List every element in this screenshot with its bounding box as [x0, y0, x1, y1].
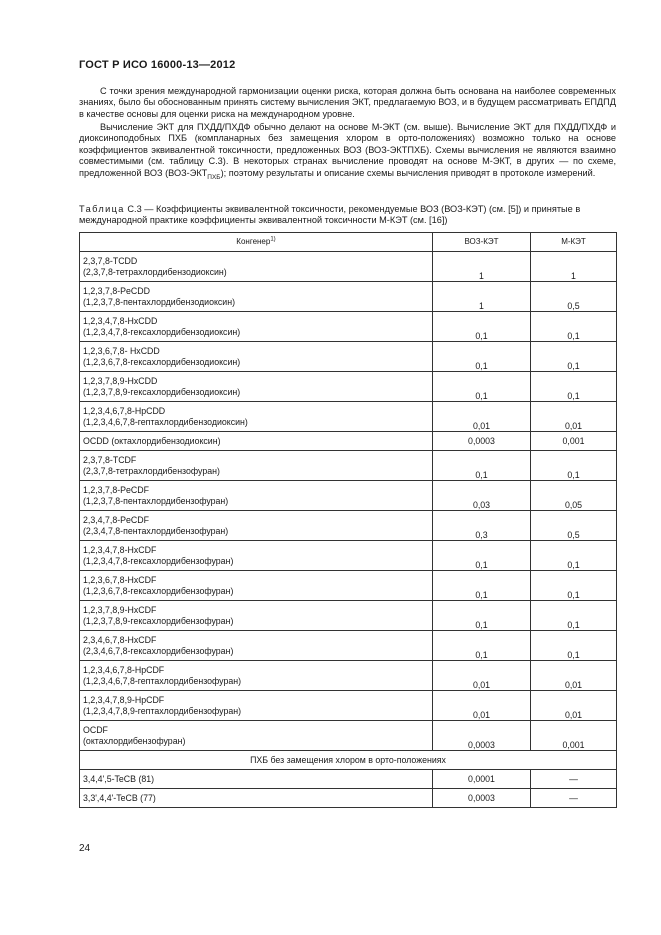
congener-code: 2,3,4,6,7,8-HxCDF: [83, 635, 157, 646]
congener-full-name: (2,3,7,8-тетрахлордибензофуран): [83, 465, 220, 476]
who-tef-value: 0,1: [433, 601, 531, 631]
congener-code: OCDF: [83, 725, 108, 736]
m-tef-value: 0,1: [531, 571, 617, 601]
m-tef-value: 0,1: [531, 631, 617, 661]
m-tef-value: 0,1: [531, 342, 617, 372]
table-row: [80, 770, 617, 789]
congener-cell: [80, 372, 433, 402]
paragraph-1: [79, 86, 616, 120]
congener-code: 1,2,3,4,7,8,9-HpCDF: [83, 695, 165, 706]
congener-cell: [80, 312, 433, 342]
congener-cell: [80, 541, 433, 571]
who-tef-value: 1: [433, 252, 531, 282]
who-tef-value: 0,0003: [433, 432, 531, 451]
m-tef-value: 0,05: [531, 481, 617, 511]
table-row: [80, 721, 617, 751]
table-row: [80, 691, 617, 721]
m-tef-value: —: [531, 789, 617, 808]
header-who-tef: ВОЗ-КЭТ: [433, 233, 531, 252]
congener-full-name: (1,2,3,4,7,8-гексахлордибензодиоксин): [83, 326, 241, 337]
congener-full-name: (1,2,3,7,8,9-гексахлордибензодиоксин): [83, 386, 241, 397]
congener-full-name: (2,3,7,8-тетрахлордибензодиоксин): [83, 266, 227, 277]
m-tef-value: 0,1: [531, 312, 617, 342]
congener-full-name: (1,2,3,7,8-пентахлордибензофуран): [83, 495, 229, 506]
m-tef-value: 0,5: [531, 282, 617, 312]
header-congener: [80, 233, 433, 252]
congener-cell: [80, 601, 433, 631]
table-row: [80, 432, 617, 451]
congener-full-name: (2,3,4,7,8-пентахлордибензофуран): [83, 525, 229, 536]
who-tef-value: 0,1: [433, 372, 531, 402]
paragraph-1-text: С точки зрения международной гармонизации оценки риска, которая должна быть основана на наиболее современных знаниях, было бы обоснованным принять систему вычисления ЭКТ, предлагаемую ВОЗ, и в будущем рассматривать ЕПДПД в качестве основы для оценки риска на международном уровне.: [79, 86, 616, 119]
congener-code: 1,2,3,6,7,8- HxCDD: [83, 346, 160, 357]
toxicity-table: [79, 232, 617, 808]
m-tef-value: 0,5: [531, 511, 617, 541]
paragraph-2-subscript: ПХБ: [207, 173, 221, 181]
congener-cell: [80, 252, 433, 282]
congener-full-name: (1,2,3,4,7,8-гексахлордибензофуран): [83, 555, 234, 566]
who-tef-value: 1: [433, 282, 531, 312]
table-row: [80, 631, 617, 661]
who-tef-value: 0,01: [433, 402, 531, 432]
table-row: [80, 282, 617, 312]
congener-code: 1,2,3,4,6,7,8-HpCDF: [83, 665, 165, 676]
section-row: [80, 751, 617, 770]
m-tef-value: 0,01: [531, 661, 617, 691]
table-row: [80, 541, 617, 571]
m-tef-value: 0,1: [531, 601, 617, 631]
m-tef-value: 0,01: [531, 402, 617, 432]
m-tef-value: 0,1: [531, 372, 617, 402]
congener-cell: [80, 451, 433, 481]
header-congener-label: Конгенер: [236, 236, 271, 246]
congener-cell: [80, 481, 433, 511]
who-tef-value: 0,1: [433, 631, 531, 661]
who-tef-value: 0,03: [433, 481, 531, 511]
table-header-row: [80, 233, 617, 252]
congener-cell: [80, 342, 433, 372]
table-row: [80, 571, 617, 601]
congener-cell: [80, 631, 433, 661]
who-tef-value: 0,1: [433, 541, 531, 571]
congener-code: 1,2,3,4,7,8-HxCDD: [83, 316, 158, 327]
congener-cell: [80, 661, 433, 691]
table-row: [80, 789, 617, 808]
congener-code: 2,3,7,8-TCDF: [83, 455, 137, 466]
congener-full-name: (2,3,4,6,7,8-гексахлордибензофуран): [83, 645, 234, 656]
congener-full-name: (октахлордибензофуран): [83, 735, 186, 746]
m-tef-value: 0,01: [531, 691, 617, 721]
table-row: [80, 372, 617, 402]
congener-cell: [80, 432, 433, 451]
who-tef-value: 0,3: [433, 511, 531, 541]
congener-full-name: (1,2,3,4,6,7,8-гептахлордибензофуран): [83, 675, 242, 686]
table-row: [80, 601, 617, 631]
m-tef-value: 0,1: [531, 541, 617, 571]
header-congener-footnote: 1): [270, 236, 276, 243]
section-heading: ПХБ без замещения хлором в орто-положениях: [80, 751, 617, 770]
paragraph-2-main: Вычисление ЭКТ для ПХДД/ПХДФ обычно делают на основе М-ЭКТ (см. выше). Вычисление ЭКТ для ПХДД/ПХДФ и диоксиноподобных ПХБ (компланарных без замещения хлором в орто-положениях) возможно только на основе коэффициентов эквивалентной токсичности, предложенных ВОЗ (ВОЗ-ЭКТПХБ). Схемы вычисления не являются взаимно совместимыми (см. таблицу С.3). В некоторых странах вычисление проводят на основе М-ЭКТ, в других — по схеме, предложенной ВОЗ (ВОЗ-ЭКТ: [79, 122, 616, 178]
congener-full-name: (1,2,3,4,7,8,9-гептахлордибензофуран): [83, 705, 242, 716]
table-row: [80, 451, 617, 481]
who-tef-value: 0,01: [433, 661, 531, 691]
paragraph-2: [79, 122, 616, 183]
congener-full-name: (1,2,3,6,7,8-гексахлордибензофуран): [83, 585, 234, 596]
table-caption: [79, 204, 616, 227]
congener-code: 1,2,3,4,7,8-HxCDF: [83, 545, 157, 556]
congener-full-name: (1,2,3,6,7,8-гексахлордибензодиоксин): [83, 356, 241, 367]
who-tef-value: 0,01: [433, 691, 531, 721]
congener-cell: [80, 402, 433, 432]
document-header: ГОСТ Р ИСО 16000-13—2012: [79, 59, 236, 71]
table-row: [80, 661, 617, 691]
m-tef-value: 0,001: [531, 432, 617, 451]
table-body: [80, 252, 617, 808]
table-caption-label: Таблица: [79, 204, 125, 214]
who-tef-value: 0,0003: [433, 721, 531, 751]
table-row: [80, 312, 617, 342]
congener-cell: 3,3',4,4'-TeCB (77): [80, 789, 433, 808]
who-tef-value: 0,1: [433, 312, 531, 342]
congener-full-name: (1,2,3,7,8,9-гексахлордибензофуран): [83, 615, 234, 626]
congener-cell: 3,4,4',5-TeCB (81): [80, 770, 433, 789]
m-tef-value: 0,001: [531, 721, 617, 751]
who-tef-value: 0,1: [433, 342, 531, 372]
congener-code: 1,2,3,7,8-PeCDF: [83, 485, 150, 496]
table-row: [80, 402, 617, 432]
m-tef-value: 1: [531, 252, 617, 282]
table-row: [80, 252, 617, 282]
congener-code: OCDD (октахлордибензодиоксин): [83, 435, 221, 446]
page-number: 24: [79, 843, 91, 854]
congener-cell: [80, 571, 433, 601]
congener-cell: [80, 721, 433, 751]
congener-cell: [80, 691, 433, 721]
m-tef-value: —: [531, 770, 617, 789]
congener-code: 2,3,7,8-TCDD: [83, 256, 138, 267]
m-tef-value: 0,1: [531, 451, 617, 481]
who-tef-value: 0,0003: [433, 789, 531, 808]
congener-code: 1,2,3,6,7,8-HxCDF: [83, 575, 157, 586]
congener-code: 1,2,3,4,6,7,8-HpCDD: [83, 406, 166, 417]
congener-cell: [80, 511, 433, 541]
congener-code: 1,2,3,7,8,9-HxCDD: [83, 376, 158, 387]
table-row: [80, 511, 617, 541]
congener-code: 2,3,4,7,8-PeCDF: [83, 515, 150, 526]
paragraph-2-text: [79, 122, 616, 183]
congener-code: 1,2,3,7,8,9-HxCDF: [83, 605, 157, 616]
who-tef-value: 0,1: [433, 571, 531, 601]
who-tef-value: 0,1: [433, 451, 531, 481]
congener-code: 1,2,3,7,8-PeCDD: [83, 286, 150, 297]
congener-cell: [80, 282, 433, 312]
paragraph-2-end: ); поэтому результаты и описание схемы вычисления приводят в протоколе измерений.: [220, 167, 596, 178]
table-caption-text: С.3 — Коэффициенты эквивалентной токсичности, рекомендуемые ВОЗ (ВОЗ-КЭТ) (см. [5]) и принятые в международной практике коэффициенты эквивалентной токсичности М-КЭТ (см. [16]): [79, 204, 581, 226]
header-m-tef: М-КЭТ: [531, 233, 617, 252]
table-row: [80, 481, 617, 511]
who-tef-value: 0,0001: [433, 770, 531, 789]
congener-full-name: (1,2,3,7,8-пентахлордибензодиоксин): [83, 296, 236, 307]
table-row: [80, 342, 617, 372]
congener-full-name: (1,2,3,4,6,7,8-гептахлордибензодиоксин): [83, 416, 248, 427]
